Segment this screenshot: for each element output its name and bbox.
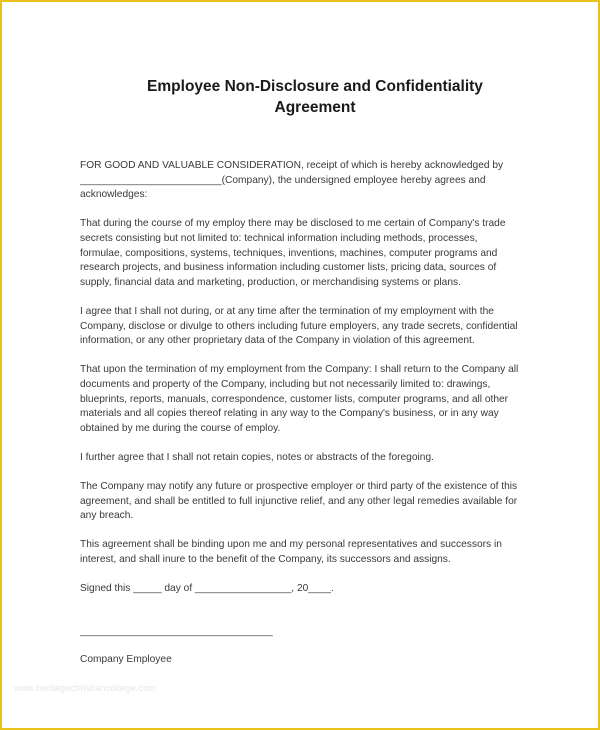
text-line: information, or any other proprietary data of the Company in violation of this agreement. [80, 335, 475, 347]
text-line: secrets consisting but not limited to: technical information including methods, processes, [80, 232, 478, 244]
watermark-text: www.heritagechristiancollege.com [14, 683, 156, 693]
title-line: Agreement [274, 99, 356, 116]
text-line: interest, and shall inure to the benefit of the Company, its successors and assigns. [80, 554, 451, 566]
text-line: blueprints, reports, manuals, correspondence, customer lists, computer programs, and all other [80, 393, 509, 405]
text-line: agreement, and shall be entitled to full injunctive relief, and any other legal remedies available for [80, 495, 518, 507]
text-line: supply, financial data and marketing, production, or merchandising systems or plans. [80, 276, 461, 288]
paragraph-binding [80, 538, 550, 567]
text-line: FOR GOOD AND VALUABLE CONSIDERATION, receipt of which is hereby acknowledged by [80, 160, 504, 171]
text-line: documents and property of the Company, including but not necessarily limited to: drawings, [80, 378, 491, 390]
paragraph-non-disclosure [80, 305, 550, 349]
document-title [80, 76, 550, 118]
document-page [80, 76, 550, 668]
text-line: any breach. [80, 510, 134, 522]
text-line: I agree that I shall not during, or at any time after the termination of my employment with the [80, 305, 494, 317]
signature-line: __________________________________ [80, 625, 273, 637]
paragraph-no-copies [80, 451, 550, 466]
text-line: That upon the termination of my employment from the Company: I shall return to the Company all [80, 364, 519, 376]
text-line: This agreement shall be binding upon me and my personal representatives and successors in [80, 539, 502, 551]
text-line: _________________________(Company), the undersigned employee hereby agrees and [80, 174, 486, 186]
signed-date-line: Signed this _____ day of _________________, 20____. [80, 583, 334, 595]
text-line: formulae, compositions, systems, techniques, inventions, machines, computer programs and [80, 247, 498, 259]
text-line: obtained by me during the course of employ. [80, 422, 281, 434]
text-line: I further agree that I shall not retain copies, notes or abstracts of the foregoing. [80, 451, 434, 463]
paragraph-notify [80, 480, 550, 524]
text-line: acknowledges: [80, 189, 148, 201]
paragraph-consideration [80, 159, 550, 203]
text-line: Company, disclose or divulge to others including future employers, any trade secrets, confidential [80, 320, 518, 332]
text-line: The Company may notify any future or prospective employer or third party of the existence of this [80, 481, 518, 493]
paragraph-trade-secrets [80, 217, 550, 290]
text-line: That during the course of my employ there may be disclosed to me certain of Company's trade [80, 218, 506, 230]
paragraph-return-property [80, 363, 550, 436]
signature-title: Company Employee [80, 654, 172, 666]
text-line: materials and all copies thereof relating in any way to the Company's business, or in any way [80, 408, 499, 420]
text-line: research projects, and business information including customer lists, pricing data, sources of [80, 262, 497, 274]
title-line: Employee Non-Disclosure and Confidentiality [147, 78, 483, 95]
